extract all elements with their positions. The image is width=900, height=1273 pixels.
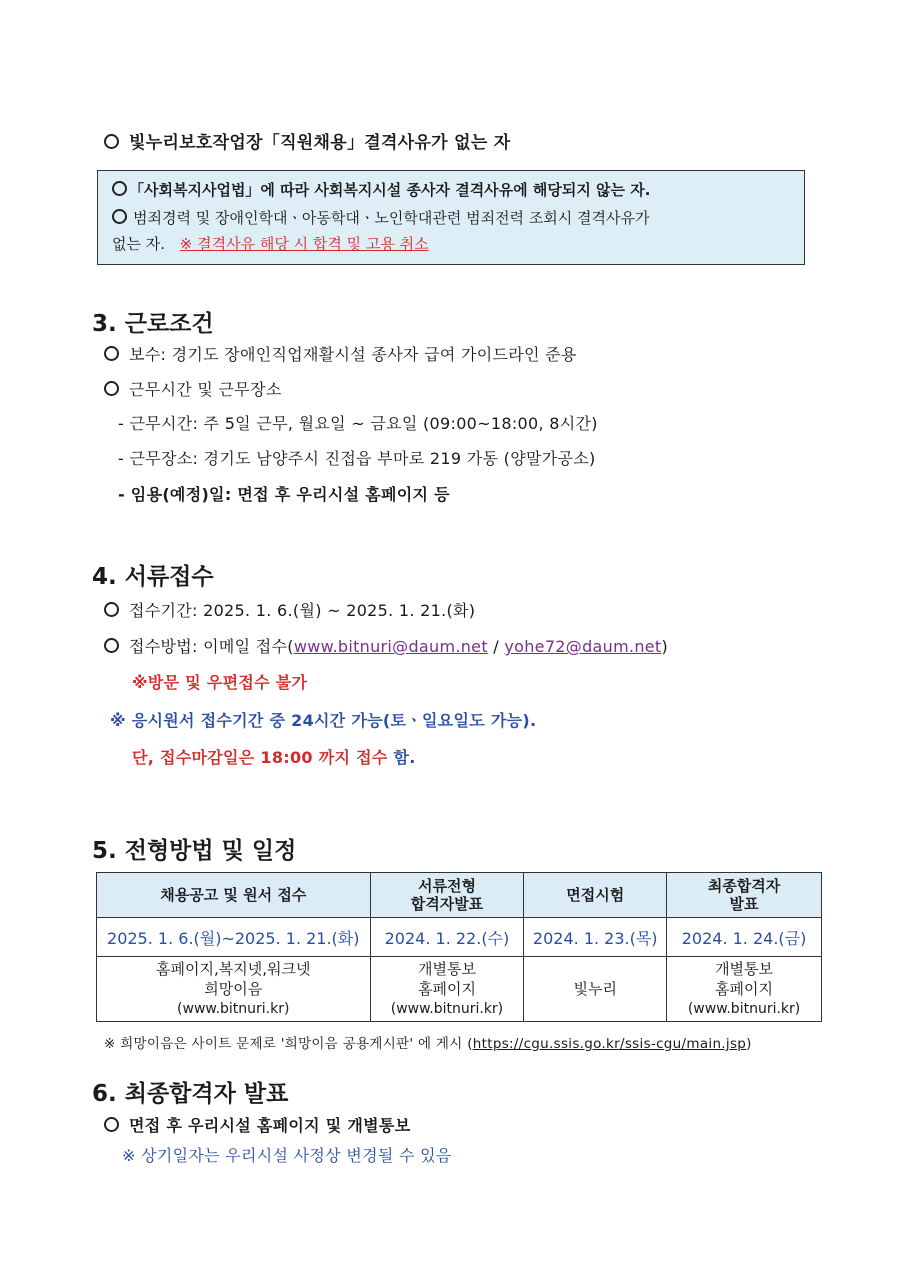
section4-note2: 단, 접수마감일은 18:00 까지 접수 함.	[132, 748, 416, 767]
section4-no-visit: ※방문 및 우편접수 불가	[132, 673, 308, 692]
disqualification-warning: ※ 결격사유 해당 시 합격 및 고용 취소	[179, 235, 429, 253]
section4-method: 접수방법: 이메일 접수(www.bitnuri@daum.net / yohe72@daum.net)	[104, 634, 668, 657]
hope-link[interactable]: https://cgu.ssis.go.kr/ssis-cgu/main.jsp	[472, 1036, 747, 1052]
table-row	[97, 957, 822, 1022]
circle-bullet-icon	[104, 381, 119, 396]
qualification-title: 빛누리보호작업장「직원채용」결격사유가 없는 자	[104, 128, 510, 153]
circle-bullet-icon	[104, 346, 119, 361]
section4-period: 접수기간: 2025. 1. 6.(월) ~ 2025. 1. 21.(화)	[104, 598, 475, 621]
section3-heading: 3. 근로조건	[92, 311, 214, 337]
qualification-box-line3: 없는 자. ※ 결격사유 해당 시 합격 및 고용 취소	[112, 235, 429, 253]
table-cell: 홈페이지,복지넷,워크넷 희망이음 (www.bitnuri.kr)	[97, 957, 371, 1022]
circle-bullet-icon	[104, 1117, 119, 1132]
table-cell: 2025. 1. 6.(월)~2025. 1. 21.(화)	[97, 918, 371, 957]
circle-bullet-icon	[104, 602, 119, 617]
table-cell: 개별통보 홈페이지 (www.bitnuri.kr)	[370, 957, 524, 1022]
qualification-box-line1: 「사회복지사업법」에 따라 사회복지시설 종사자 결격사유에 해당되지 않는 자.	[112, 179, 650, 200]
section3-salary: 보수: 경기도 장애인직업재활시설 종사자 급여 가이드라인 준용	[104, 342, 577, 365]
section3-place: - 근무장소: 경기도 남양주시 진접읍 부마로 219 가동 (양말가공소)	[118, 449, 596, 468]
qualification-box-line2: 범죄경력 및 장애인학대ㆍ아동학대ㆍ노인학대관련 범죄전력 조회시 결격사유가	[112, 207, 650, 228]
schedule-table	[96, 872, 822, 1022]
section6-line1: 면접 후 우리시설 홈페이지 및 개별통보	[104, 1113, 410, 1136]
table-cell: 빛누리	[524, 957, 667, 1022]
table-header-row	[97, 873, 822, 918]
table-cell: 개별통보 홈페이지 (www.bitnuri.kr)	[667, 957, 822, 1022]
section5-footnote: ※ 희망이음은 사이트 문제로 '희망이음 공용게시판' 에 게시 (https://cgu.ssis.go.kr/ssis-cgu/main.jsp)	[104, 1036, 752, 1052]
section4-note1: ※ 응시원서 접수기간 중 24시간 가능(토ㆍ일요일도 가능).	[110, 711, 537, 730]
email-link-2[interactable]: yohe72@daum.net	[504, 637, 662, 656]
table-header-cell: 서류전형 합격자발표	[370, 873, 524, 918]
section3-hours: - 근무시간: 주 5일 근무, 월요일 ~ 금요일 (09:00~18:00, 8시간)	[118, 414, 598, 433]
circle-bullet-icon	[112, 181, 127, 196]
section3-appointment: - 임용(예정)일: 면접 후 우리시설 홈페이지 등	[118, 485, 450, 504]
circle-bullet-icon	[112, 209, 127, 224]
table-cell: 2024. 1. 24.(금)	[667, 918, 822, 957]
section4-heading: 4. 서류접수	[92, 564, 214, 590]
table-header-cell: 면접시험	[524, 873, 667, 918]
table-cell: 2024. 1. 23.(목)	[524, 918, 667, 957]
section5-heading: 5. 전형방법 및 일정	[92, 838, 297, 864]
section6-heading: 6. 최종합격자 발표	[92, 1081, 289, 1107]
table-cell: 2024. 1. 22.(수)	[370, 918, 524, 957]
table-row	[97, 918, 822, 957]
table-header-cell: 최종합격자 발표	[667, 873, 822, 918]
table-header-cell: 채용공고 및 원서 접수	[97, 873, 371, 918]
qualification-box	[97, 170, 805, 265]
email-link-1[interactable]: www.bitnuri@daum.net	[293, 637, 488, 656]
section6-note: ※ 상기일자는 우리시설 사정상 변경될 수 있음	[122, 1146, 452, 1165]
circle-bullet-icon	[104, 638, 119, 653]
section3-work: 근무시간 및 근무장소	[104, 377, 282, 400]
circle-bullet-icon	[104, 134, 119, 149]
